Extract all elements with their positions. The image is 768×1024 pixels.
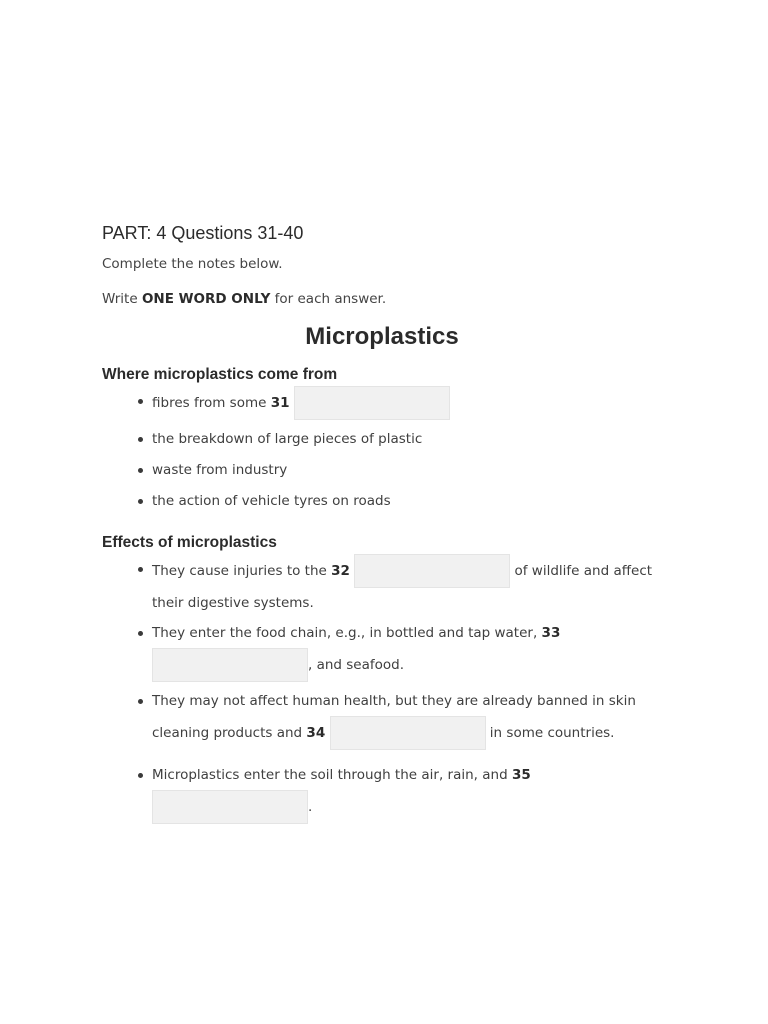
list-item: [102, 618, 662, 682]
section-heading-sources: Where microplastics come from: [102, 366, 338, 383]
question-number: 35: [511, 767, 531, 783]
instruction-word-limit-bold: ONE WORD ONLY: [141, 291, 271, 307]
answer-input-32[interactable]: [354, 554, 510, 588]
question-number: 32: [331, 563, 350, 579]
list-item: [102, 554, 662, 618]
item-text: in some countries.: [485, 725, 615, 741]
answer-input-34[interactable]: [330, 716, 486, 750]
part-title: PART: 4 Questions 31-40: [102, 223, 304, 243]
list-item: the action of vehicle tyres on roads: [102, 486, 662, 516]
item-text: They may not affect human health, but they are already banned in skin cleaning products and: [152, 693, 636, 741]
list-item: waste from industry: [102, 455, 662, 485]
question-number: 34: [306, 725, 326, 741]
question-number: 31: [270, 395, 290, 411]
item-text: They cause injuries to the: [152, 563, 332, 579]
item-text: Microplastics enter the soil through the air, rain, and: [152, 767, 512, 783]
item-text: of wildlife and affect their digestive systems.: [152, 563, 653, 611]
notes-title: Microplastics: [305, 323, 459, 350]
list-item: [102, 386, 662, 420]
list-item: [102, 760, 662, 824]
instruction-suffix: for each answer.: [270, 291, 387, 307]
section-heading-effects: Effects of microplastics: [102, 534, 277, 551]
instruction-complete-notes: Complete the notes below.: [102, 256, 283, 272]
answer-input-35[interactable]: [152, 790, 308, 824]
questions-page: [102, 220, 662, 824]
item-text: They enter the food chain, e.g., in bottled and tap water,: [152, 625, 542, 641]
answer-input-31[interactable]: [294, 386, 450, 420]
question-number: 33: [541, 625, 561, 641]
effects-list: [102, 554, 662, 824]
item-text: , and seafood.: [308, 657, 405, 673]
item-text: fibres from some: [152, 395, 271, 411]
sources-list: [102, 386, 662, 516]
instruction-prefix: Write: [102, 291, 142, 307]
instruction-word-limit: [102, 289, 662, 309]
list-item: [102, 686, 662, 750]
item-text: .: [308, 799, 313, 815]
answer-input-33[interactable]: [152, 648, 308, 682]
list-item: the breakdown of large pieces of plastic: [102, 424, 662, 454]
